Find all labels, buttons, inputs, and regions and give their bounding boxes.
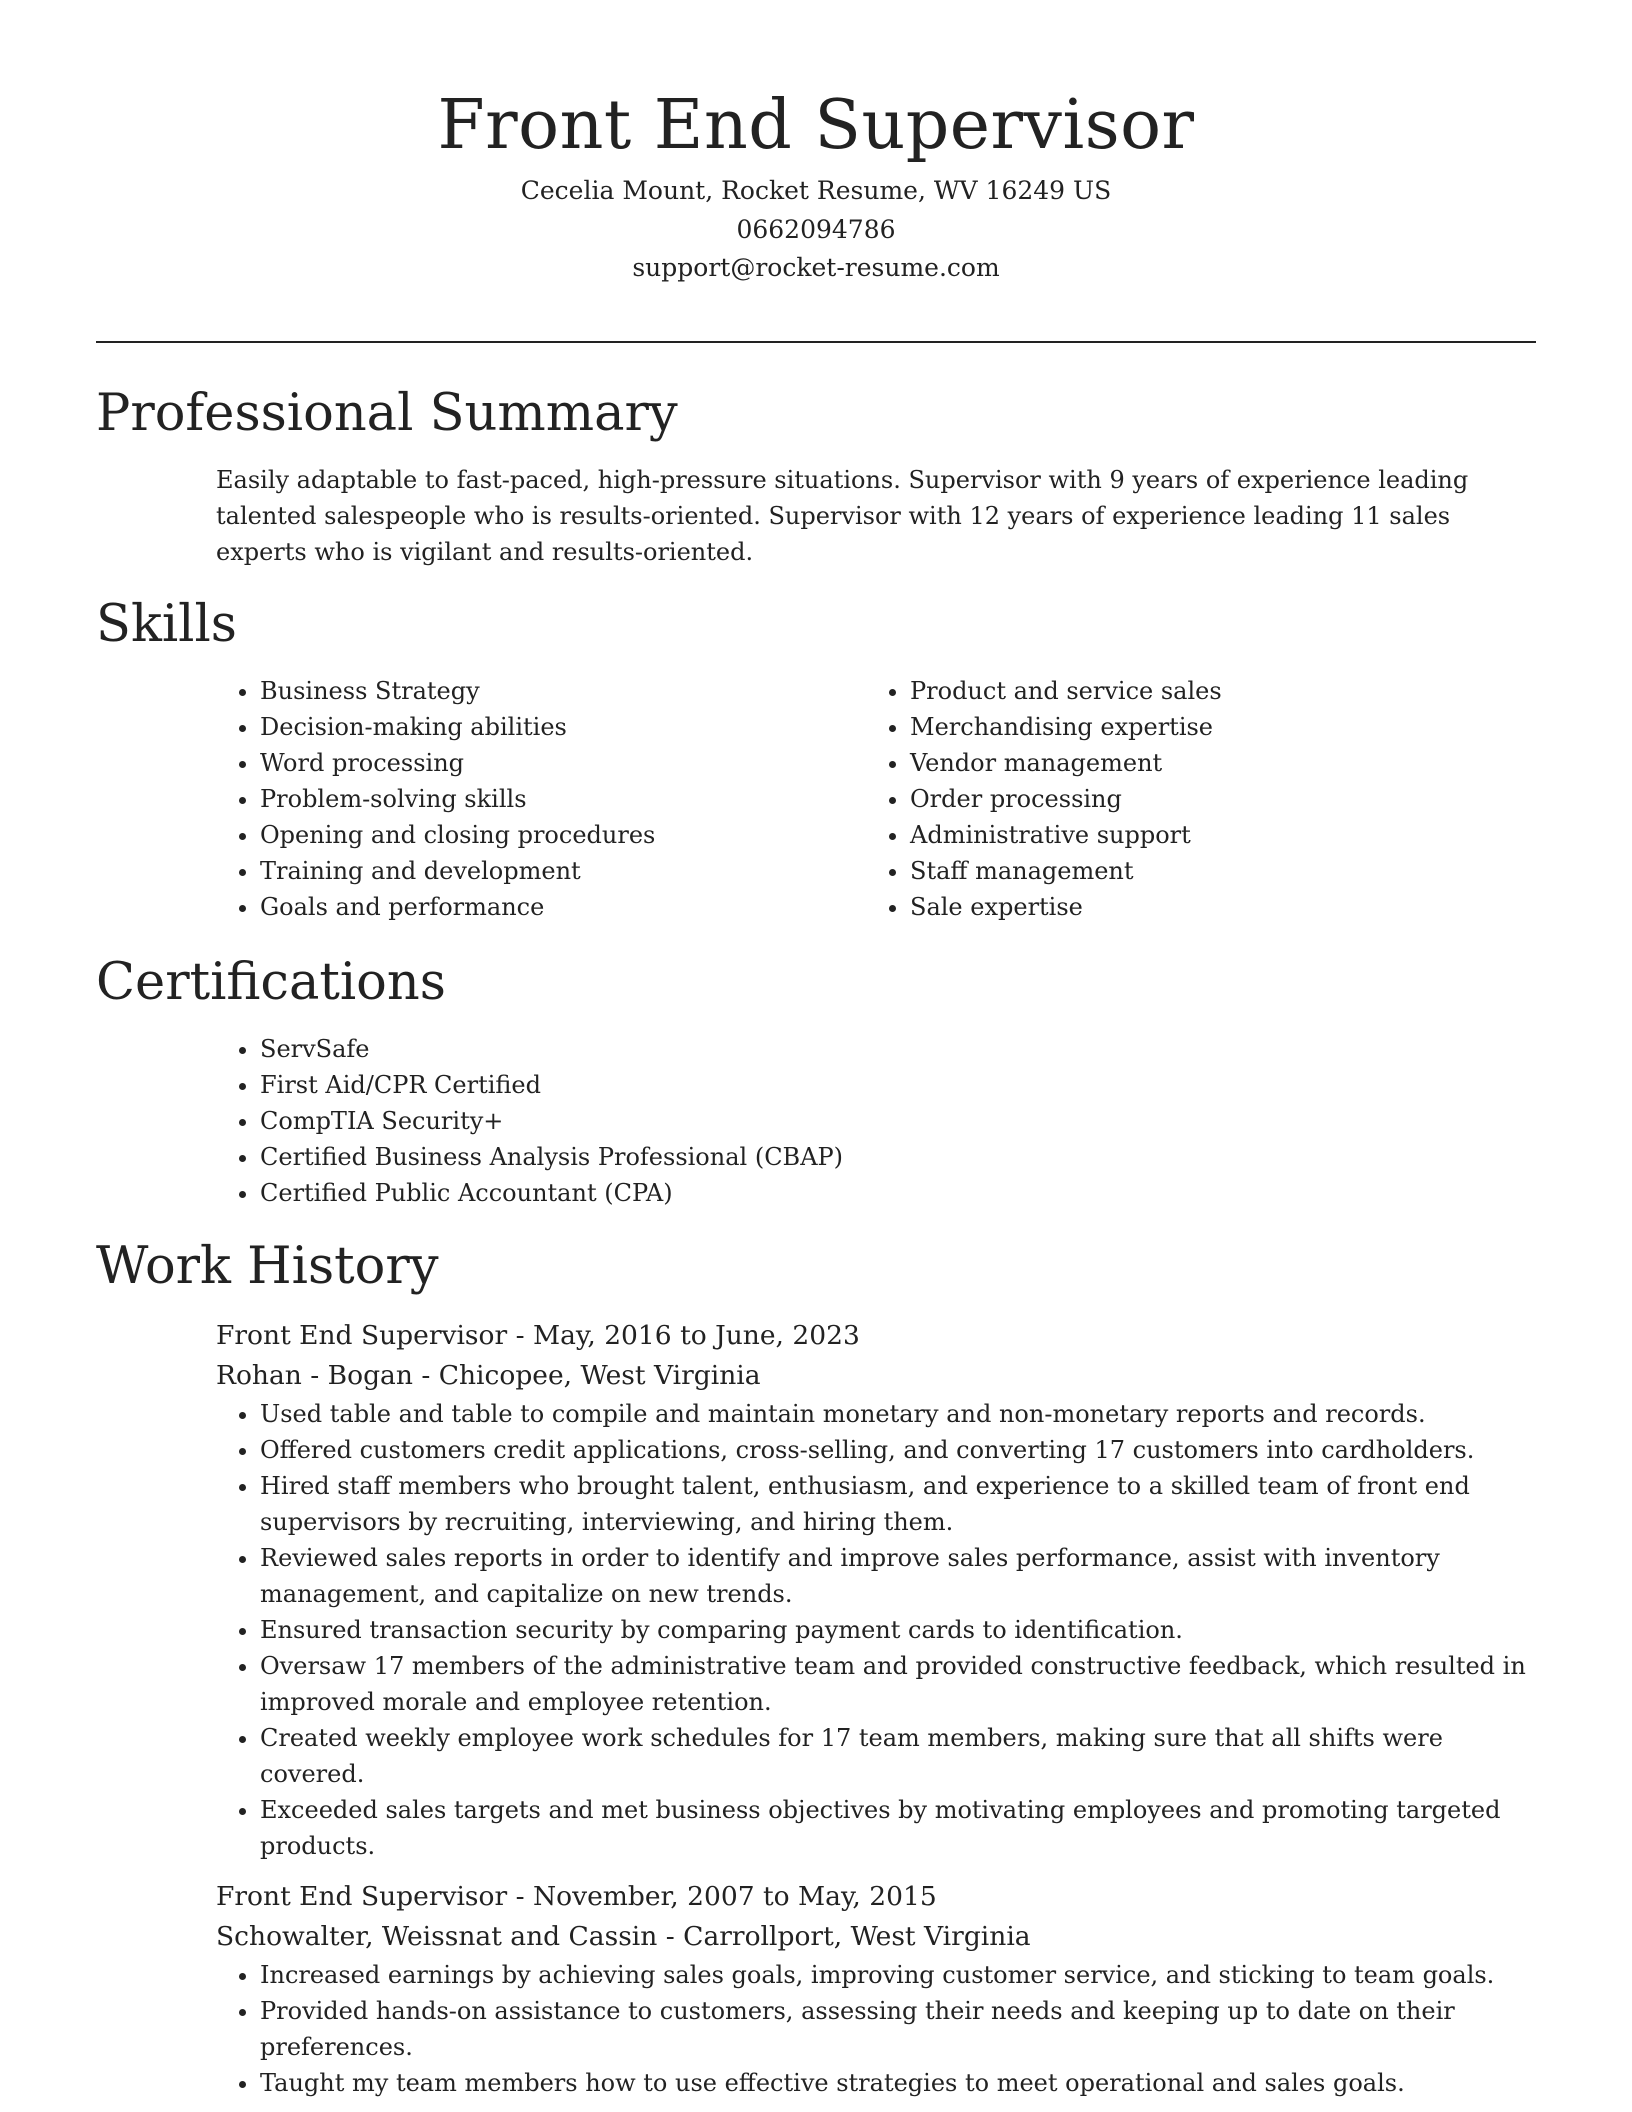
job-bullet: • Increased earnings by achieving sales goals, improving customer service, and sticking to team goals.	[260, 1957, 1541, 1993]
job-entry	[216, 1877, 1541, 2101]
work-history-heading: Work History	[96, 1237, 439, 1296]
job-bullet: • Oversaw 17 members of the administrative team and provided constructive feedback, which resulted in improved morale and employee retention.	[260, 1648, 1541, 1720]
skill-item: • Opening and closing procedures	[260, 817, 836, 853]
job-title-line	[216, 1877, 1541, 1917]
company-location-separator: -	[657, 1921, 684, 1952]
candidate-name: Front End Supervisor	[437, 86, 1195, 165]
skill-item: • Goals and performance	[260, 889, 836, 925]
job-title-line	[216, 1316, 1541, 1356]
skills-left-column	[216, 673, 836, 925]
skill-item: • Merchandising expertise	[910, 709, 1506, 745]
job-company-line	[216, 1356, 1541, 1396]
header-divider	[96, 341, 1536, 343]
job-company: Rohan - Bogan	[216, 1360, 413, 1391]
job-location: Chicopee, West Virginia	[438, 1360, 761, 1391]
skill-item: • Administrative support	[910, 817, 1506, 853]
job-company-line	[216, 1917, 1541, 1957]
company-location-separator: -	[412, 1360, 439, 1391]
address: Cecelia Mount, Rocket Resume, WV 16249 US	[520, 176, 1112, 205]
skill-item: • Staff management	[910, 853, 1506, 889]
job-location: Carrollport, West Virginia	[683, 1921, 1031, 1952]
email: support@rocket-resume.com	[632, 253, 1000, 282]
job-bullets	[216, 1396, 1541, 1864]
skill-item: • Product and service sales	[910, 673, 1506, 709]
job-bullet: • Offered customers credit applications, cross-selling, and converting 17 customers into cardholders.	[260, 1432, 1541, 1468]
certifications-heading: Certifications	[96, 953, 446, 1012]
certification-item: • CompTIA Security+	[260, 1103, 1541, 1139]
skill-item: • Problem-solving skills	[260, 781, 836, 817]
job-title: Front End Supervisor	[216, 1320, 508, 1351]
job-bullet: • Provided hands-on assistance to customers, assessing their needs and keeping up to date on their preferences.	[260, 1993, 1541, 2065]
skills-right-column	[866, 673, 1506, 925]
skill-item: • Business Strategy	[260, 673, 836, 709]
job-bullet: • Reviewed sales reports in order to identify and improve sales performance, assist with inventory management, and capitalize on new trends.	[260, 1540, 1541, 1612]
job-bullets	[216, 1957, 1541, 2101]
job-bullet: • Used table and table to compile and maintain monetary and non-monetary reports and records.	[260, 1396, 1541, 1432]
skill-item: • Vendor management	[910, 745, 1506, 781]
title-date-separator: -	[507, 1320, 533, 1351]
job-bullet: • Ensured transaction security by comparing payment cards to identification.	[260, 1612, 1541, 1648]
job-dates: November, 2007 to May, 2015	[532, 1881, 937, 1912]
skill-item: • Order processing	[910, 781, 1506, 817]
job-dates: May, 2016 to June, 2023	[532, 1320, 860, 1351]
job-bullet: • Taught my team members how to use effective strategies to meet operational and sales goals.	[260, 2065, 1541, 2101]
skills-heading: Skills	[96, 595, 237, 654]
job-title: Front End Supervisor	[216, 1881, 508, 1912]
certification-item: • Certified Public Accountant (CPA)	[260, 1175, 1541, 1211]
summary-text: Easily adaptable to fast-paced, high-pressure situations. Supervisor with 9 years of experience leading talented salespeople who is results-oriented. Supervisor with 12 years of experience leading 11 sales experts who is vigilant and results-oriented.	[216, 466, 1469, 566]
job-entry	[216, 1316, 1541, 1864]
skill-item: • Decision-making abilities	[260, 709, 836, 745]
job-bullet: • Hired staff members who brought talent, enthusiasm, and experience to a skilled team of front end supervisors by recruiting, interviewing, and hiring them.	[260, 1468, 1541, 1540]
resume-header	[96, 80, 1536, 288]
phone: 0662094786	[736, 214, 896, 244]
title-date-separator: -	[507, 1881, 533, 1912]
skill-item: • Word processing	[260, 745, 836, 781]
summary-heading: Professional Summary	[96, 384, 678, 443]
certification-item: • First Aid/CPR Certified	[260, 1067, 1541, 1103]
job-bullet: • Created weekly employee work schedules for 17 team members, making sure that all shifts were covered.	[260, 1720, 1541, 1792]
certifications-list	[216, 1031, 1541, 1211]
skill-item: • Sale expertise	[910, 889, 1506, 925]
certification-item: • ServSafe	[260, 1031, 1541, 1067]
certification-item: • Certified Business Analysis Professional (CBAP)	[260, 1139, 1541, 1175]
skill-item: • Training and development	[260, 853, 836, 889]
job-bullet: • Exceeded sales targets and met business objectives by motivating employees and promoting targeted products.	[260, 1792, 1541, 1864]
job-company: Schowalter, Weissnat and Cassin	[216, 1921, 658, 1952]
